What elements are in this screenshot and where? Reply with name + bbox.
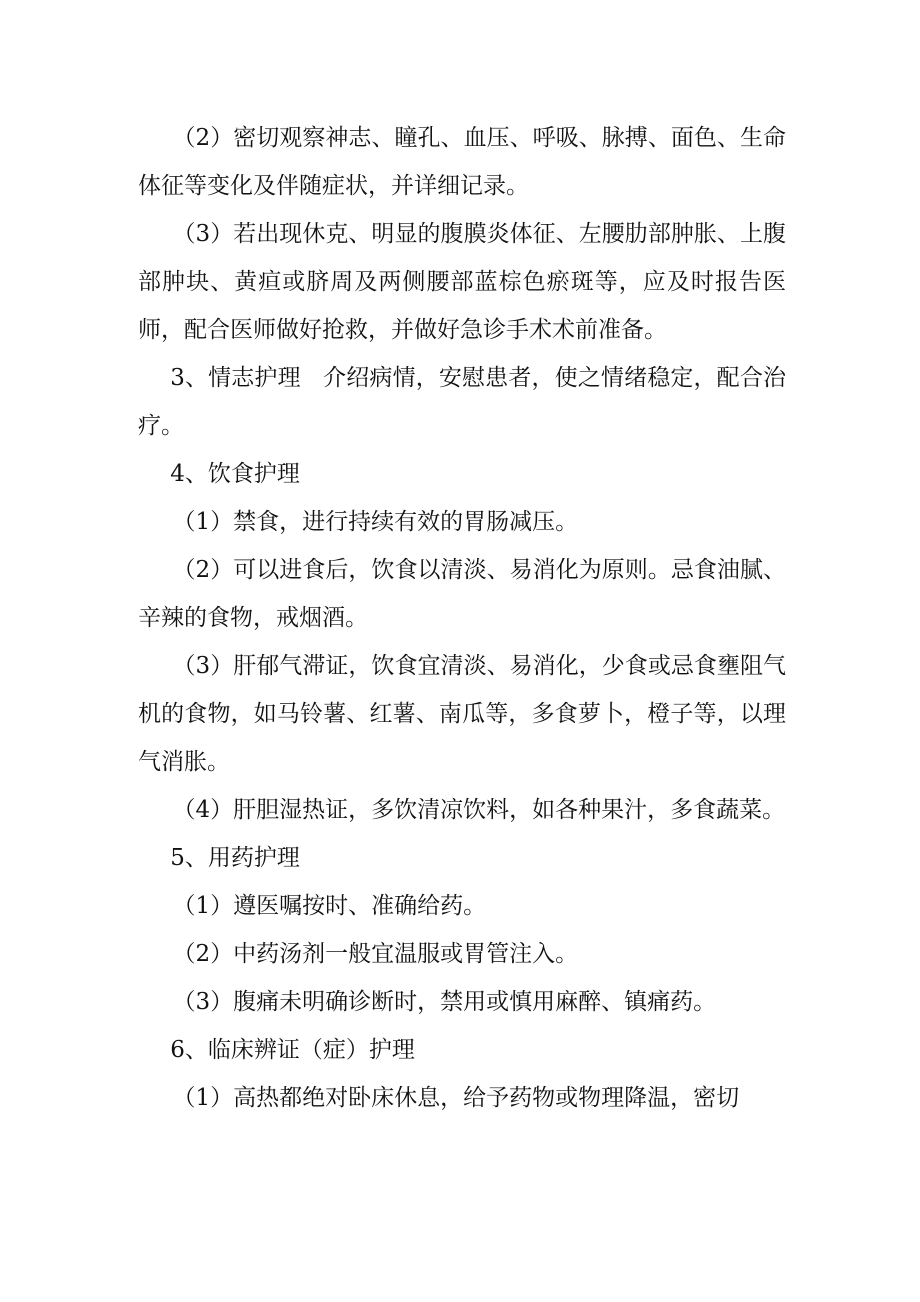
section-diet-care: 4、饮食护理 [170, 461, 300, 487]
paragraph-light-diet: （2）可以进食后，饮食以清淡、易消化为原则。忌食油腻、辛辣的食物，戒烟酒。 [138, 557, 786, 631]
paragraph-herbal-decoction: （2）中药汤剂一般宜温服或胃管注入。 [172, 941, 579, 967]
document-page [138, 114, 786, 1122]
paragraph-analgesic-caution: （3）腹痛未明确诊断时，禁用或慎用麻醉、镇痛药。 [172, 989, 717, 1015]
paragraph-high-fever: （1）高热都绝对卧床休息，给予药物或物理降温，密切 [172, 1085, 740, 1111]
paragraph-liver-qi-stagnation: （3）肝郁气滞证，饮食宜清淡、易消化，少食或忌食壅阻气机的食物，如马铃薯、红薯、南瓜等，多食萝卜，橙子等，以理气消胀。 [138, 653, 786, 775]
paragraph-follow-orders: （1）遵医嘱按时、准确给药。 [172, 893, 487, 919]
section-medication-care: 5、用药护理 [170, 845, 300, 871]
paragraph-observe-vitals: （2）密切观察神志、瞳孔、血压、呼吸、脉搏、面色、生命体征等变化及伴随症状，并详细记录。 [138, 125, 786, 199]
paragraph-shock-emergency: （3）若出现休克、明显的腹膜炎体征、左腰肋部肿胀、上腹部肿块、黄疸或脐周及两侧腰部蓝棕色瘀斑等，应及时报告医师，配合医师做好抢救，并做好急诊手术术前准备。 [138, 221, 786, 343]
paragraph-fasting: （1）禁食，进行持续有效的胃肠减压。 [172, 509, 579, 535]
section-emotional-care: 3、情志护理 介绍病情，安慰患者，使之情绪稳定，配合治疗。 [138, 365, 786, 439]
section-clinical-care: 6、临床辨证（症）护理 [170, 1037, 415, 1063]
paragraph-liver-gallbladder-damp-heat: （4）肝胆湿热证，多饮清凉饮料，如各种果汁，多食蔬菜。 [172, 797, 786, 823]
